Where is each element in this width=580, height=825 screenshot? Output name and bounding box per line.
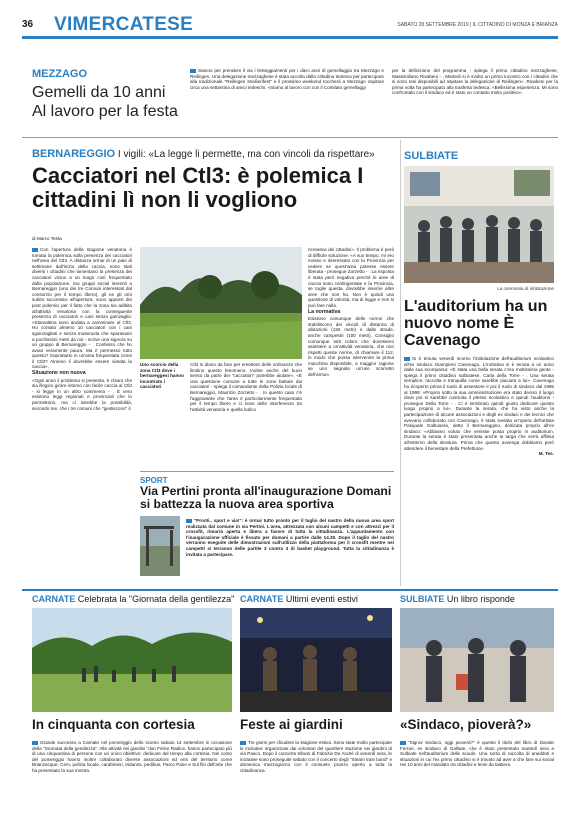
mezzago-body-col1: Stanno per prendere il via i festeggiamenti per i dieci anni di gemellaggio tra Mezzago e Reilingen. Una delegazione mezzaghese è stata accolta dalla cittadina tedesca per partecipare alla tradizionale "Reilingen straßenfest" e il prossimo weekend toccherà a Mezzago ospitare circa una settantina di amici tedeschi. «Siamo al lavoro con con il Comitato gemellaggi xyxy=(190,68,384,90)
header-rule xyxy=(22,36,558,39)
signature: M. Tes. xyxy=(538,451,554,457)
carnate2-kicker-line xyxy=(240,594,358,604)
ctl3-photo xyxy=(140,247,302,359)
sulbiate2-body: "Signor sindaco, oggi pioverà?" è questo il titolo del libro di Davide Ferrari, ex sindaco di Galliate, che è stato presentato martedì sera a Sulbiate nell'auditorium delle scuole. Una sorta di raccolta di aneddoti e situazioni in cui l'ex primo cittadino si è trovato ad aver a che fare sui social nei 10 anni del mandato tra cittadini e leoni da tastiera. xyxy=(400,740,554,768)
right-divider xyxy=(400,140,401,586)
date-line: SABATO 28 SETTEMBRE 2019 | IL CITTADINO DI MONZA E BRIANZA xyxy=(397,22,558,28)
bernareggio-kicker: BERNAREGGIO xyxy=(32,148,116,160)
subhead-situazione: Situazione non nuova xyxy=(32,370,86,377)
byline: di Marco Testa xyxy=(32,236,62,241)
carnate2-subkicker: Ultimi eventi estivi xyxy=(285,594,358,604)
bernareggio-col2: Ctl3 si diano da fare per emettere delle ordinanze che limitino questo fenomeno. Inoltre anche del buon senso da parte dei "cacciatori" potrebbe aiutare». «È una questione comune a tutte le zone battute dai cacciatori - spiega il comandante della Polizia locale di Bernareggio, Maurizio Zorzetto - . In questo caso c'è l'aggravante che l'area è particolarmente frequentata per il tempo libero e ci sono delle interferenze tra l'attività venatoria e quella ludico xyxy=(190,362,302,412)
page-number: 36 xyxy=(22,19,34,30)
mezzago-kicker: MEZZAGO xyxy=(32,68,87,80)
sulbiate-kicker: SULBIATE xyxy=(404,150,459,162)
divider xyxy=(22,137,558,138)
sulbiate2-kicker-line xyxy=(400,594,515,604)
sulbiate2-subkicker: Un libro risponde xyxy=(446,594,515,604)
bernareggio-kicker-line xyxy=(32,148,375,160)
sulbiate2-photo xyxy=(400,608,554,712)
ctl3-caption: Uno scorcio della zona Ctl3 dove i bernareggesi hanno incontrato i cacciatori xyxy=(140,362,184,390)
auditorium-photo xyxy=(404,166,554,283)
sport-kicker: SPORT xyxy=(140,476,168,485)
carnate1-body: Grande successo a Carnate nel pomeriggio dello scorso sabato 14 settembre in occasione della "Giornata della gentilezza". Alle attività nei giardini "don Felice Radice, hanno partecipato più di una cinquantina di persone con un unico obiettivo: dedicare del tempo alla cortesia. Nel corso del pomeriggio hanno inoltre collaborato diverse associazioni ed enti del territorio come Brianzacque, Cem, polizia locale, carabinieri, Iridanza, pedibus, Parco Pane e Sul filo dell'arte che ha presentato la sua mostra. xyxy=(32,740,232,773)
sulbiate-body: Si è tenuta venerdì scorso l'intitolazione dell'auditorium scolastico all'ex sindaco Giampiero Cavenago. L'iniziativa si è tenuta a un anno dalla sua scomparsa: «È stata una bella serata c'era moltissima gente - spiega il primo cittadino sulbiatese, Carla della Torre - . Una serata semplice, raccolta e tranquilla come sarebbe piaciuta a lui». Cavenago ha ricoperto prima il ruolo di assessore e poi il ruolo di sindaco dal 1995 al 1999: «Proprio sotto la sua amministrazione era stato deciso il luogo dove poi si sarebbe costruita il plesso scolastico e quindi l'auditorio - prosegue Della Torre - . Ci è sembrato quindi giusto dedicare questo luogo proprio a lui». Durante la serata, che ha visto anche la partecipazione di alcune associazioni e degli ex sindaci e dei tecnici che avevano collaborato con Cavenago, è stata svelata un'opera dell'artista Pasquale Galbusera, detto il Bernareggino, dedicata proprio all'ex sindaco: «Abbiamo voluto che venisse posta proprio in auditorium. Durante la serata è stato presentata anche la targa che verrà affissa all'esterno della struttura. Prima che questo avvenga dobbiamo però attendere il benestare della Prefettura». M. Tes. xyxy=(404,356,554,457)
carnate1-kicker-line xyxy=(32,594,234,604)
sulbiate-title: L'auditorium ha un nuovo nome È Cavenago xyxy=(404,298,548,349)
sport-title: Via Pertini pronta all'inaugurazione Domani si battezza la nuova area sportiva xyxy=(140,484,392,511)
mezzago-body-col2: per la definizione del programma - spiega il primo cittadino mezzaghese, Massimiliano Rivabeni - . Martedì si è svolto un primo incontro con i cittadini che si sono resi disponibili ad ospitare la delegazione di Reilingen». Rivabeni per la prima volta ha partecipato alla trasferta tedesca: «Bellissima esperienza. Mi sono confrontato con il sindaco ed è stato un contatto molto positivo». xyxy=(392,68,558,96)
carnate2-title: Feste ai giardini xyxy=(240,717,343,732)
carnate1-photo xyxy=(32,608,232,712)
section-title: VIMERCATESE xyxy=(54,14,194,35)
subhead-normativa: La normativa xyxy=(308,308,341,315)
sulbiate2-title: «Sindaco, pioverà?» xyxy=(400,717,532,732)
carnate2-kicker: CARNATE xyxy=(240,594,284,604)
carnate1-title: In cinquanta con cortesia xyxy=(32,717,195,732)
bottom-rule xyxy=(22,589,558,591)
sulbiate2-kicker: SULBIATE xyxy=(400,594,445,604)
sport-photo xyxy=(140,516,180,576)
carnate1-kicker: CARNATE xyxy=(32,594,76,604)
sport-body: "Pronti.. sport e via!": è ormai tutto pronto per il taglio del nastro della nuova area sport realizzata dal comune in via Pertini. L'area, attrezzata con alcuni campetti e con attrezzi per il crossfit, rimarrà aperta e libera a favore di tutta la cittadinanza. L'appuntamento con l'inaugurazione ufficiale è fissato per domani a partire dalle 14.30. Dopo il taglio del nastro verranno eseguite delle dimostrazioni sull'utilizzo della piattaforma per il crossfit mentre nei campetti si terranno delle partite 3 contro 3 di basket playground. Tutta la cittadinanza è invitata a partecipare. xyxy=(186,518,394,557)
carnate1-subkicker: Celebrata la "Giornata della gentilezza" xyxy=(77,594,235,604)
bernareggio-title: Cacciatori nel Ctl3: è polemica I cittadini lì non li vogliono xyxy=(32,163,364,212)
auditorium-caption: La cerimonia di intitolazione xyxy=(497,286,554,291)
carnate2-photo xyxy=(240,608,392,712)
bernareggio-col3: ricreativa dei cittadini». Il problema è però di difficile soluzione: «A suo tempo, mi ero mosso e interessato con la Provincia per vedere se quest'area potesse essere liberata - prosegue Zorzetto - . La risposta è stata però negativa perché le aree di caccia sono contingentate e la Provincia, se toglie questa, dovrebbe inserire altre aree che non ha. Non è quindi una questione di volontà, ma di legge e non si può fare nulla. La normativa Esistono comunque delle norme che stabiliscono dei vincoli di distanza di abitazioni (150 metri) e dalle strade, anche campestri (100 metri). Consiglio comunque tutti coloro che dovessero assistere a un'attività venatoria, che non rispetti queste norme, di chiamare il 112, in modo che possa intervenire la prima macchina disponibile, a maggior ragione se uno segnala un'uso scorretto dell'arma». xyxy=(308,247,394,378)
carnate2-body: Tre giorni per chiudere la stagione estiva. Sono state molto partecipate le iniziative organizzate dai volontari del quartiere stazione nei giardini di via Pasco. Dopo il concerto tributo di Fabrizio De André di venerdì sera, le iniziative sono proseguite sabato con il concerto degli "Steam train band" e domenica mezzogiorno con il consueto pranzo aperto a tutta la cittadinanza. xyxy=(240,740,392,773)
sport-divider xyxy=(140,471,394,472)
mezzago-title: Gemelli da 10 anni Al lavoro per la festa xyxy=(32,84,178,120)
bernareggio-col1: Con l'apertura della stagione venatoria è tornata la polemica sulla presenza dei cacciatori nell'area del Ctl3. A distanza ormai di un paio di settimane dall'inizio della caccia, sono stati diversi i cittadini che lamentano la presenza dei cacciatori vicino a un luogo così frequentato dalla popolazione. Sui gruppi social inerenti a Bernareggio (uno dei tre Comuni interessati dal consorzio per il tempo libero), gli ne gli orni subito successivi all'apertura, sono apparsi dei post polemici per il fatto che la zona sia adibita all'attività venatoria con la conseguente presenza di cacciatori e cani senza guinzaglio: «Stamattina sono andata a camminare al Ctl3. Ho contato almeno 10 cacciatori con i cani sguinzagliati e senza museruola che sparavano a pochissimi metri da noi - scrive una signora su un gruppo di Bernareggio - . Confesso che ho avuto veramente paura. Ma è permesso tutto questo? Soprattutto in un'area frequentata come il Ctl3? Almeno li dovrebbe essere vietata la caccia». Situazione non nuova «Ogni anno il problema si presenta, è chiaro che sia illogico girare intorno con facile caccia al Ctl3 - si legge in un altro commento - . È vero esistono leggi regionali e provinciali che lo permettono, ma ci sarebbe la possibilità, secondo me, che i tre comuni che "gestiscono" il xyxy=(32,247,132,411)
bernareggio-subkicker: I vigili: «La legge li permette, ma con vincoli da rispettare» xyxy=(117,149,375,160)
